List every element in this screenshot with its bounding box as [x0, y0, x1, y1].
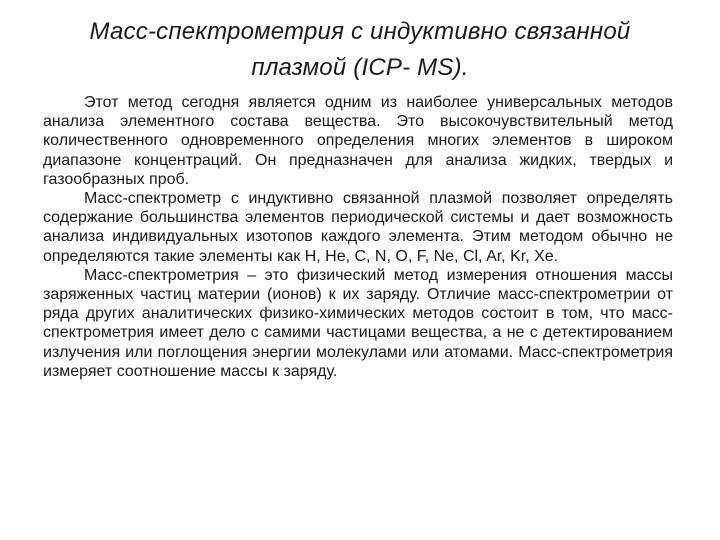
slide-body	[43, 93, 673, 381]
slide-title: Масс-спектрометрия с индуктивно связанной плазмой (ICP- MS).	[89, 18, 631, 81]
paragraph-intro: Этот метод сегодня является одним из наиболее универсальных методов анализа элементного состава вещества. Это высокочувствительный метод количественного одновременного определения многих элементов в широком диапазоне концентраций. Он предназначен для анализа жидких, твердых и газообразных проб.	[43, 94, 673, 188]
paragraph-definition: Масс-спектрометрия – это физический метод измерения отношения массы заряженных частиц материи (ионов) к их заряду. Отличие масс-спектрометрии от ряда других аналитических физико-химических методов состоит в том, что масс-спектрометрия имеет дело с самими частицами вещества, а не с детектированием излучения или поглощения энергии молекулами или атомами. Масс-спектрометрия измеряет соотношение массы к заряду.	[43, 266, 673, 380]
paragraph-capabilities: Масс-спектрометр с индуктивно связанной плазмой позволяет определять содержание большинства элементов периодической системы и дает возможность анализа индивидуальных изотопов каждого элемента. Этим методом обычно не определяются такие элементы как H, He, C, N, O, F, Ne, Cl, Ar, Kr, Xe.	[43, 190, 673, 265]
